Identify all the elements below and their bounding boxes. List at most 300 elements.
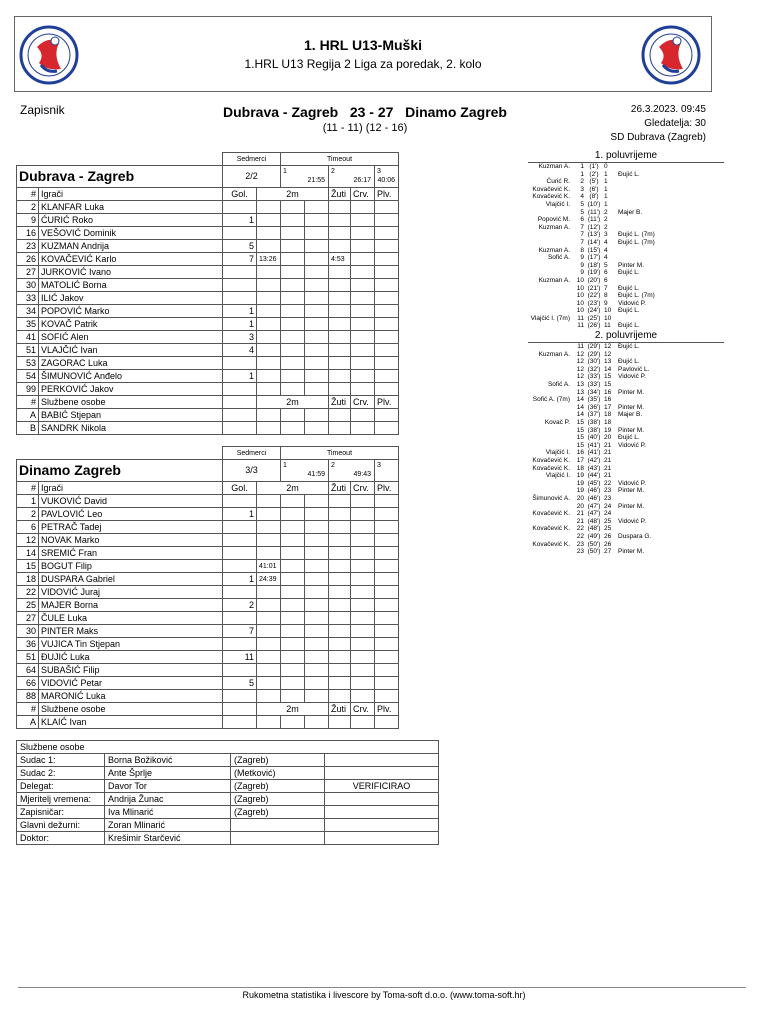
player-blue (375, 318, 399, 331)
home-score: 15 (576, 441, 584, 449)
away-score: 1 (604, 178, 608, 186)
player-2min (257, 612, 281, 625)
home-scorer (528, 358, 572, 366)
home-scorer: Kovačević K. (532, 510, 570, 518)
player-name: VLAJČIĆ Ivan (39, 344, 223, 357)
player-2min (281, 586, 305, 599)
player-blue (375, 690, 399, 703)
player-yellow (329, 383, 351, 396)
team-official-row (17, 422, 399, 435)
event-minute: (22') (587, 292, 601, 300)
official-note (325, 832, 439, 845)
player-yellow (329, 357, 351, 370)
player-red (351, 214, 375, 227)
official-note (325, 754, 439, 767)
player-blue (375, 573, 399, 586)
goal-event (528, 495, 724, 503)
event-minute: (34') (587, 388, 601, 396)
home-score: 22 (576, 532, 584, 540)
player-goals: 11 (223, 651, 257, 664)
home-score: 9 (580, 269, 584, 277)
second-half-events (528, 343, 724, 556)
player-red (351, 625, 375, 638)
player-red (351, 370, 375, 383)
event-minute: (46') (587, 494, 601, 502)
goal-event (528, 322, 724, 330)
home-score: 11 (577, 343, 584, 351)
player-2min (305, 560, 329, 573)
player-name: MAJER Borna (39, 599, 223, 612)
player-2min (257, 214, 281, 227)
player-2min (305, 240, 329, 253)
player-number: 1 (17, 495, 39, 508)
player-2min (305, 214, 329, 227)
home-score: 13 (576, 388, 584, 396)
event-minute: (45') (587, 479, 601, 487)
goal-event (528, 449, 724, 457)
event-minute: (25') (587, 314, 601, 322)
player-blue (375, 279, 399, 292)
play-by-play (528, 150, 724, 556)
player-2min (281, 253, 305, 266)
home-team-name: Dubrava - Zagreb (17, 166, 223, 188)
player-2min (305, 599, 329, 612)
player-row (17, 279, 399, 292)
away-score: 27 (604, 548, 612, 556)
away-scorer: Vidović P. (618, 299, 646, 307)
player-yellow (329, 331, 351, 344)
home-scorer: Kovačević K. (532, 456, 570, 464)
away-scorer: Vidović P. (618, 441, 646, 449)
official-name: Borna Božiković (105, 754, 231, 767)
home-score: 19 (576, 479, 584, 487)
away-scorer: Đujić L. (618, 269, 640, 277)
event-minute: (15') (587, 246, 601, 254)
home-scorer (528, 343, 572, 351)
home-score: 10 (576, 276, 584, 284)
player-red (351, 664, 375, 677)
home-score: 16 (576, 449, 584, 457)
goal-event (528, 411, 724, 419)
home-score: 12 (576, 358, 584, 366)
away-timeout-2: 2 49:43 (329, 460, 375, 482)
player-yellow (329, 664, 351, 677)
sevens-header: Sedmerci (223, 153, 281, 166)
away-scorer (616, 254, 724, 262)
event-minute: (47') (587, 502, 601, 510)
event-minute: (50') (587, 540, 601, 548)
goal-event (528, 247, 724, 255)
official-role: Mjeritelj vremena: (17, 793, 105, 806)
header-box (14, 16, 712, 92)
player-row (17, 547, 399, 560)
home-scorer (528, 503, 572, 511)
home-score: 19 (576, 487, 584, 495)
home-scorer (528, 292, 572, 300)
player-yellow (329, 560, 351, 573)
player-red (351, 677, 375, 690)
away-score: 23 (604, 487, 612, 495)
event-minute: (18') (587, 261, 601, 269)
away-score: 22 (604, 479, 612, 487)
event-minute: (19') (587, 269, 601, 277)
player-number: 12 (17, 534, 39, 547)
player-2min (305, 357, 329, 370)
player-blue (375, 331, 399, 344)
away-score: 13 (604, 358, 612, 366)
away-score: 15 (604, 373, 612, 381)
player-goals: 7 (223, 625, 257, 638)
player-yellow (329, 305, 351, 318)
player-2min (305, 266, 329, 279)
away-score: 1 (604, 170, 608, 178)
goal-event (528, 480, 724, 488)
player-number: 2 (17, 508, 39, 521)
away-score: 6 (604, 269, 608, 277)
player-row (17, 521, 399, 534)
player-blue (375, 560, 399, 573)
home-scorer (528, 373, 572, 381)
home-scorer: Sofić A. (7m) (532, 396, 570, 404)
player-2min (281, 240, 305, 253)
away-scorer (616, 216, 724, 224)
player-goals (223, 586, 257, 599)
event-minute: (38') (587, 426, 601, 434)
official-name: Andrija Žunac (105, 793, 231, 806)
player-2min: 13:26 (257, 253, 281, 266)
player-number: 88 (17, 690, 39, 703)
player-number: 41 (17, 331, 39, 344)
official-name: KLAIĆ Ivan (39, 716, 223, 729)
player-goals: 5 (223, 677, 257, 690)
away-scorer (616, 396, 724, 404)
player-red (351, 357, 375, 370)
home-scorer: Kovačević K. (532, 464, 570, 472)
event-minute: (33') (587, 373, 601, 381)
official-name: Zoran Mlinarić (105, 819, 231, 832)
away-scorer: Pinter M. (618, 388, 645, 396)
player-goals: 1 (223, 370, 257, 383)
player-2min (305, 508, 329, 521)
event-minute: (33') (587, 381, 601, 389)
player-2min (305, 534, 329, 547)
away-score: 16 (604, 388, 612, 396)
away-score: 11 (604, 322, 611, 330)
player-name: SOFIĆ Alen (39, 331, 223, 344)
player-number: 64 (17, 664, 39, 677)
player-2min (305, 651, 329, 664)
player-row (17, 227, 399, 240)
home-score: 7 (580, 223, 584, 231)
home-score: 21 (576, 517, 584, 525)
player-red (351, 651, 375, 664)
away-score: 1 (604, 193, 608, 201)
event-minute: (12') (587, 223, 601, 231)
player-red (351, 599, 375, 612)
away-scorer: Duspara G. (618, 532, 652, 540)
player-blue (375, 664, 399, 677)
away-score: 21 (604, 456, 612, 464)
player-2min (257, 331, 281, 344)
player-2min (257, 690, 281, 703)
match-official-row (17, 832, 439, 845)
player-row (17, 292, 399, 305)
away-score: 15 (604, 381, 612, 389)
player-2min (257, 651, 281, 664)
player-blue (375, 547, 399, 560)
away-score: 21 (604, 472, 612, 480)
player-goals: 5 (223, 240, 257, 253)
player-row (17, 586, 399, 599)
official-letter: A (17, 409, 39, 422)
player-row (17, 651, 399, 664)
player-blue (375, 495, 399, 508)
home-score: 19 (576, 472, 584, 480)
goal-event (528, 404, 724, 412)
home-score: 14 (576, 403, 584, 411)
away-scorer (616, 224, 724, 232)
player-2min (257, 344, 281, 357)
halftime-score: (11 - 11) (12 - 16) (322, 122, 408, 134)
home-score: 7 (580, 231, 584, 239)
official-city: (Zagreb) (231, 806, 325, 819)
away-scorer (616, 277, 724, 285)
home-column-header: # Igrači Gol. 2m Žuti Crv. Plv. (17, 188, 399, 201)
player-2min (305, 227, 329, 240)
official-city: (Zagreb) (231, 780, 325, 793)
goal-event (528, 503, 724, 511)
away-scorer: Pinter M. (618, 548, 645, 556)
player-red (351, 560, 375, 573)
home-scorer (528, 231, 572, 239)
home-score: 11 (577, 322, 584, 330)
home-scorer: Kovačević K. (532, 185, 570, 193)
away-score: 19 (604, 426, 612, 434)
home-score: 5 (580, 208, 584, 216)
competition-title: 1. HRL U13-Muški (304, 37, 422, 53)
player-goals: 1 (223, 573, 257, 586)
player-2min (281, 357, 305, 370)
player-yellow (329, 599, 351, 612)
away-scorer: Đujić L. (618, 170, 640, 178)
player-number: 34 (17, 305, 39, 318)
player-2min (305, 279, 329, 292)
event-minute: (8') (589, 193, 599, 201)
away-scorer: Vidović P. (618, 479, 646, 487)
event-minute: (13') (587, 231, 601, 239)
home-score: 15 (576, 426, 584, 434)
home-score: 17 (576, 456, 584, 464)
home-score: 21 (576, 510, 584, 518)
away-scorer: Pinter M. (618, 403, 645, 411)
home-score: 10 (576, 307, 584, 315)
player-row (17, 357, 399, 370)
player-red (351, 534, 375, 547)
player-2min (281, 279, 305, 292)
away-score: 21 (604, 464, 612, 472)
player-2min (281, 573, 305, 586)
player-2min (305, 370, 329, 383)
player-2min (257, 677, 281, 690)
player-row (17, 664, 399, 677)
goal-event (528, 472, 724, 480)
home-score: 13 (576, 381, 584, 389)
player-row (17, 318, 399, 331)
away-score: 26 (604, 540, 612, 548)
event-minute: (20') (587, 276, 601, 284)
player-goals: 4 (223, 344, 257, 357)
player-name: DUSPARA Gabriel (39, 573, 223, 586)
away-score: 25 (604, 525, 612, 533)
player-2min (257, 547, 281, 560)
player-yellow (329, 547, 351, 560)
player-goals (223, 534, 257, 547)
player-blue (375, 357, 399, 370)
away-score: 3 (604, 231, 608, 239)
player-yellow (329, 201, 351, 214)
event-minute: (42') (587, 456, 601, 464)
player-2min (257, 305, 281, 318)
goal-event (528, 224, 724, 232)
goal-event (528, 300, 724, 308)
away-scorer (616, 247, 724, 255)
player-yellow (329, 573, 351, 586)
home-scorer: Vlajčić I. (545, 200, 570, 208)
away-score: 7 (604, 284, 608, 292)
goal-event (528, 343, 724, 351)
away-scorer: Đujić L. (618, 358, 640, 366)
player-red (351, 547, 375, 560)
home-score: 9 (580, 261, 584, 269)
away-scorer (616, 201, 724, 209)
home-sevens: 2/2 (223, 166, 281, 188)
player-goals: 1 (223, 508, 257, 521)
document-label: Zapisnik (20, 103, 65, 117)
player-2min (281, 534, 305, 547)
player-number: 51 (17, 651, 39, 664)
away-scorer (616, 510, 724, 518)
player-2min (281, 331, 305, 344)
away-timeout-3: 3 (375, 460, 399, 482)
away-scorer (616, 178, 724, 186)
player-2min (257, 370, 281, 383)
away-score: 4 (604, 254, 608, 262)
player-yellow (329, 292, 351, 305)
player-2min (257, 201, 281, 214)
home-score: 12 (576, 350, 584, 358)
away-score: 25 (604, 517, 612, 525)
player-goals (223, 292, 257, 305)
player-goals (223, 357, 257, 370)
player-number: 51 (17, 344, 39, 357)
player-row (17, 344, 399, 357)
player-blue (375, 521, 399, 534)
home-score: 11 (577, 314, 584, 322)
player-2min (281, 227, 305, 240)
player-2min (305, 586, 329, 599)
home-scorer: Vlajčić I. (545, 472, 570, 480)
goal-event (528, 389, 724, 397)
player-red (351, 279, 375, 292)
player-blue (375, 612, 399, 625)
goal-event (528, 396, 724, 404)
goal-event (528, 163, 724, 171)
player-2min (281, 344, 305, 357)
home-scorer (528, 209, 572, 217)
player-name: PINTER Maks (39, 625, 223, 638)
event-minute: (46') (587, 487, 601, 495)
player-row (17, 534, 399, 547)
player-2min (281, 318, 305, 331)
away-score: 21 (604, 441, 612, 449)
goal-event (528, 434, 724, 442)
player-2min (305, 344, 329, 357)
home-scorer (528, 442, 572, 450)
official-note (325, 819, 439, 832)
player-goals: 2 (223, 599, 257, 612)
home-timeout-2: 2 26:17 (329, 166, 375, 188)
player-number: 6 (17, 521, 39, 534)
player-row (17, 677, 399, 690)
player-goals (223, 201, 257, 214)
player-yellow: 4:53 (329, 253, 351, 266)
player-yellow (329, 508, 351, 521)
player-blue (375, 586, 399, 599)
away-score: 0 (604, 163, 608, 170)
player-blue (375, 651, 399, 664)
player-2min (281, 690, 305, 703)
team-officials-header: # Službene osobe 2m Žuti Crv. Plv. (17, 703, 399, 716)
home-score: 14 (576, 396, 584, 404)
home-score: 10 (576, 299, 584, 307)
timeout-header: Timeout (281, 153, 399, 166)
home-score: 10 (576, 292, 584, 300)
player-yellow (329, 279, 351, 292)
player-goals (223, 227, 257, 240)
player-blue (375, 625, 399, 638)
player-2min (281, 201, 305, 214)
player-2min (257, 599, 281, 612)
player-2min (257, 495, 281, 508)
away-score: 26 (604, 532, 612, 540)
player-yellow (329, 370, 351, 383)
player-2min (305, 253, 329, 266)
event-minute: (37') (587, 411, 601, 419)
player-number: 9 (17, 214, 39, 227)
player-2min (305, 677, 329, 690)
away-scorer: Đujić L. (618, 322, 640, 330)
home-score: 10 (576, 284, 584, 292)
player-row (17, 573, 399, 586)
goal-event (528, 307, 724, 315)
home-scorer (528, 239, 572, 247)
goal-event (528, 186, 724, 194)
player-2min (281, 521, 305, 534)
away-score: 17 (604, 403, 612, 411)
match-officials-table (16, 740, 439, 845)
player-row (17, 201, 399, 214)
player-2min (305, 625, 329, 638)
player-2min (305, 292, 329, 305)
player-2min (257, 357, 281, 370)
away-scorer (616, 541, 724, 549)
away-scorer: Pinter M. (618, 426, 645, 434)
away-score: 4 (604, 238, 608, 246)
player-row (17, 560, 399, 573)
player-name: SREMIĆ Fran (39, 547, 223, 560)
official-letter: B (17, 422, 39, 435)
away-scorer: Đujić L. (7m) (618, 292, 655, 300)
